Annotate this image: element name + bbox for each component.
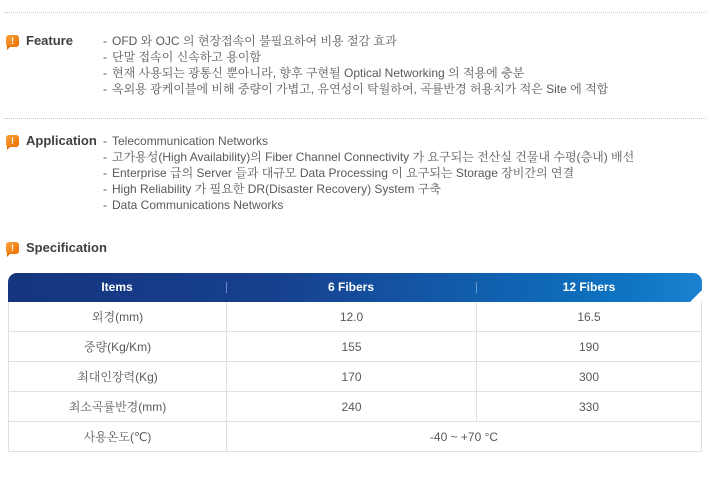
page (0, 12, 710, 452)
column-header-12fibers: 12 Fibers (476, 273, 702, 302)
bullet-dash: - (103, 198, 107, 212)
feature-list (103, 33, 710, 97)
column-header-items: Items (101, 280, 133, 294)
bullet-text: Enterprise 급의 Server 들과 대규모 Data Processing 이 요구되는 Storage 장비간의 연결 (112, 166, 575, 180)
bullet-text: 단말 접속이 신속하고 용이함 (112, 50, 262, 64)
bullet-text: 고가용성(High Availability)의 Fiber Channel Connectivity 가 요구되는 전산실 건물내 수평(층내) 배선 (112, 150, 635, 164)
bullet-dash: - (103, 134, 107, 148)
row-value: 155 (227, 332, 477, 362)
spec-table-body (8, 302, 702, 452)
section-title-feature: Feature (26, 33, 73, 48)
row-value: -40 ~ +70 °C (227, 422, 702, 452)
bullet-dash: - (103, 34, 107, 48)
row-value: 240 (227, 392, 477, 422)
list-item (103, 165, 710, 181)
list-item (103, 49, 710, 65)
table-row (9, 392, 702, 422)
section-title-specification: Specification (26, 240, 107, 255)
bullet-text: Telecommunication Networks (112, 134, 269, 148)
list-item (103, 197, 710, 213)
feature-section (0, 33, 710, 97)
application-list (103, 133, 710, 213)
dotted-divider-top (4, 12, 706, 13)
list-item (103, 133, 710, 149)
exclamation-bubble-icon: ! (6, 242, 19, 254)
table-row (9, 332, 702, 362)
specification-section-head (6, 240, 107, 256)
bullet-text: OFD 와 OJC 의 현장접속이 불필요하여 비용 절감 효과 (112, 34, 397, 48)
bullet-dash: - (103, 66, 107, 80)
row-value: 300 (477, 362, 702, 392)
bullet-text: 현재 사용되는 광통신 뿐아니라, 향후 구현될 Optical Networking 의 적용에 충분 (112, 66, 525, 80)
header-corner-curl (690, 290, 702, 302)
bullet-dash: - (103, 50, 107, 64)
table-row (9, 302, 702, 332)
row-value: 16.5 (477, 302, 702, 332)
spec-table-header (8, 273, 702, 302)
list-item (103, 65, 710, 81)
specification-section (0, 240, 710, 256)
table-row (9, 362, 702, 392)
list-item (103, 181, 710, 197)
row-label: 최소곡률반경(mm) (9, 392, 227, 422)
bullet-dash: - (103, 150, 107, 164)
bullet-dash: - (103, 166, 107, 180)
application-section (0, 133, 710, 213)
row-value: 170 (227, 362, 477, 392)
dotted-divider-middle (4, 118, 706, 119)
row-label: 외경(mm) (9, 302, 227, 332)
row-label: 사용온도(℃) (9, 422, 227, 452)
bullet-dash: - (103, 82, 107, 96)
section-title-application: Application (26, 133, 97, 148)
row-label: 중량(Kg/Km) (9, 332, 227, 362)
list-item (103, 149, 710, 165)
bullet-text: 옥외용 광케이블에 비해 중량이 가볍고, 유연성이 탁월하여, 곡률반경 허용치가 적은 Site 에 적합 (112, 82, 609, 96)
application-section-head (6, 133, 103, 149)
row-label: 최대인장력(Kg) (9, 362, 227, 392)
row-value: 330 (477, 392, 702, 422)
row-value: 12.0 (227, 302, 477, 332)
bullet-dash: - (103, 182, 107, 196)
list-item (103, 81, 710, 97)
list-item (103, 33, 710, 49)
feature-section-head (6, 33, 103, 49)
column-header-6fibers: 6 Fibers (226, 273, 476, 302)
bullet-text: High Reliability 가 필요한 DR(Disaster Recovery) System 구축 (112, 182, 441, 196)
table-row (9, 422, 702, 452)
spec-table (8, 273, 702, 452)
exclamation-bubble-icon: ! (6, 35, 19, 47)
bullet-text: Data Communications Networks (112, 198, 284, 212)
exclamation-bubble-icon: ! (6, 135, 19, 147)
row-value: 190 (477, 332, 702, 362)
